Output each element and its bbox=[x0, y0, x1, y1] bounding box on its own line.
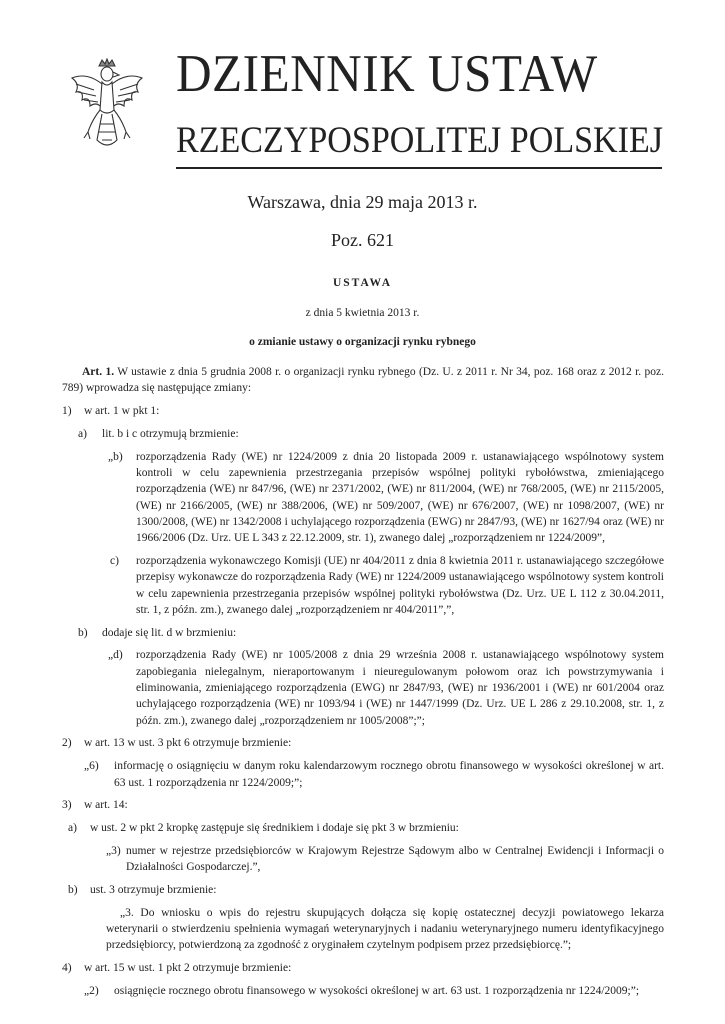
item-text: dodaje się lit. d w brzmieniu: bbox=[102, 626, 237, 639]
item-text: informację o osiągnięciu w danym roku kalendarzowym rocznego obrotu finansowego w wysokości określonej w art. 63 ust. 1 rozporządzenia nr 1224/2009;”; bbox=[114, 760, 664, 789]
item-label: 4) bbox=[62, 962, 72, 975]
item-label: a) bbox=[68, 822, 77, 835]
item-label: „6) bbox=[84, 760, 99, 773]
position-number: Poz. 621 bbox=[331, 230, 394, 250]
item-label: „2) bbox=[84, 985, 99, 997]
article-1 bbox=[62, 364, 664, 397]
item-text: w ust. 2 w pkt 2 kropkę zastępuje się średnikiem i dodaje się pkt 3 w brzmieniu: bbox=[90, 822, 459, 835]
list-item-3a bbox=[62, 820, 664, 836]
list-item-4 bbox=[62, 960, 664, 976]
list-item-1a-b bbox=[62, 449, 664, 547]
item-text: rozporządzenia Rady (WE) nr 1005/2008 z dnia 29 września 2008 r. ustanawiającego wspólnotowy system zapobiegania nielegalnym, nieraportowanym i nieuregulowanym połowom oraz ich powstrzymywania i eliminowania, zmieniającego rozporządzenia (EWG) nr 2847/93, (WE) nr 1936/2001 i (WE) nr 601/2004 oraz uchylającego rozporządzenia (WE) nr 1093/94 i (WE) nr 1447/1999 (Dz. Urz. UE L 286 z 29.10.2008, str. 1, z późn. zm.), zwanego dalej „rozporządzeniem nr 1005/2008”;”; bbox=[136, 649, 664, 727]
item-label: 3) bbox=[62, 799, 72, 812]
item-text: w art. 13 w ust. 3 pkt 6 otrzymuje brzmienie: bbox=[84, 737, 292, 750]
polish-eagle-emblem-icon bbox=[62, 58, 152, 156]
item-text: rozporządzenia wykonawczego Komisji (UE) nr 404/2011 z dnia 8 kwietnia 2011 r. ustanawiającego szczegółowe przepisy wykonawcze do rozporządzenia Rady (WE) nr 1224/2009 ustanawiającego wspólnotowy system kontroli w celu zapewnienia przestrzegania przepisów wspólnej polityki rybołówstwa (Dz. Urz. UE L 112 z 30.04.2011, str. 1, z późn. zm.), zwanego dalej „rozporządzeniem nr 404/2011”,”, bbox=[136, 554, 664, 616]
list-item-2 bbox=[62, 735, 664, 751]
item-text: osiągnięcie rocznego obrotu finansowego w wysokości określonej w art. 63 ust. 1 rozporządzenia nr 1224/2009;”; bbox=[114, 985, 640, 997]
item-label: 2) bbox=[62, 737, 72, 750]
list-item-3b bbox=[62, 882, 664, 898]
article-label: Art. 1. bbox=[82, 366, 115, 378]
act-body bbox=[62, 364, 664, 999]
list-item-3a-3 bbox=[62, 843, 664, 876]
journal-subtitle: RZECZYPOSPOLITEJ POLSKIEJ bbox=[176, 120, 664, 161]
item-label: c) bbox=[110, 554, 119, 567]
act-title: o zmianie ustawy o organizacji rynku rybnego bbox=[249, 336, 476, 348]
publication-date: Warszawa, dnia 29 maja 2013 r. bbox=[247, 192, 478, 212]
list-item-1a bbox=[62, 426, 664, 442]
item-label: a) bbox=[78, 427, 87, 440]
list-item-3b-3 bbox=[62, 905, 664, 954]
list-item-1b-d bbox=[62, 647, 664, 728]
item-label: „b) bbox=[108, 450, 123, 463]
item-label: b) bbox=[68, 884, 78, 897]
item-label: b) bbox=[78, 626, 88, 639]
list-item-3 bbox=[62, 797, 664, 813]
item-text: ust. 3 otrzymuje brzmienie: bbox=[90, 884, 217, 897]
item-text: „3. Do wniosku o wpis do rejestru skupujących dołącza się kopię ostatecznej decyzji powiatowego lekarza weterynarii o stwierdzeniu spełnienia wymagań weterynaryjnych i nadaniu weterynaryjnego numeru identyfikacyjnego przedsiębiorcy, potwierdzoną za zgodność z oryginałem czytelnym podpisem przez przedsiębiorcę.”; bbox=[106, 906, 664, 952]
list-item-1a-c bbox=[62, 553, 664, 618]
header-divider bbox=[176, 167, 662, 169]
list-item-2-6 bbox=[62, 758, 664, 791]
item-text: rozporządzenia Rady (WE) nr 1224/2009 z dnia 20 listopada 2009 r. ustanawiającego wspólnotowy system kontroli w celu zapewnienia przestrzegania przepisów wspólnej polityki rybołówstwa, zmieniającego rozporządzenia (WE) nr 847/96, (WE) nr 2371/2002, (WE) nr 811/2004, (WE) nr 768/2005, (WE) nr 2115/2005, (WE) nr 2166/2005, (WE) nr 388/2006, (WE) nr 509/2007, (WE) nr 676/2007, (WE) nr 1098/2007, (WE) nr 1300/2008, (WE) nr 1342/2008 i uchylającego rozporządzenia (EWG) nr 2847/93, (WE) nr 1627/94 oraz (WE) nr 1966/2006 (Dz. Urz. UE L 343 z 22.12.2009, str. 1), zwanego dalej „rozporządzeniem nr 1224/2009”, bbox=[136, 450, 664, 545]
item-text: lit. b i c otrzymują brzmienie: bbox=[102, 427, 239, 440]
item-text: numer w rejestrze przedsiębiorców w Krajowym Rejestrze Sądowym albo w Centralnej Ewidencji i Informacji o Działalności Gospodarczej.”, bbox=[126, 844, 664, 874]
article-intro: W ustawie z dnia 5 grudnia 2008 r. o organizacji rynku rybnego (Dz. U. z 2011 r. Nr 34, poz. 168 oraz z 2012 r. poz. 789) wprowadza się następujące zmiany: bbox=[62, 366, 664, 395]
item-label: „d) bbox=[108, 649, 123, 662]
item-text: w art. 14: bbox=[84, 799, 128, 812]
list-item-1b bbox=[62, 625, 664, 641]
act-type: USTAWA bbox=[332, 277, 393, 289]
item-label: 1) bbox=[62, 405, 72, 418]
item-label: „3) bbox=[106, 844, 121, 857]
item-text: w art. 1 w pkt 1: bbox=[84, 405, 160, 418]
journal-title: DZIENNIK USTAW bbox=[176, 45, 598, 103]
list-item-4-2 bbox=[62, 983, 664, 999]
item-text: w art. 15 w ust. 1 pkt 2 otrzymuje brzmienie: bbox=[84, 962, 292, 975]
act-date: z dnia 5 kwietnia 2013 r. bbox=[305, 307, 420, 319]
list-item-1 bbox=[62, 403, 664, 419]
